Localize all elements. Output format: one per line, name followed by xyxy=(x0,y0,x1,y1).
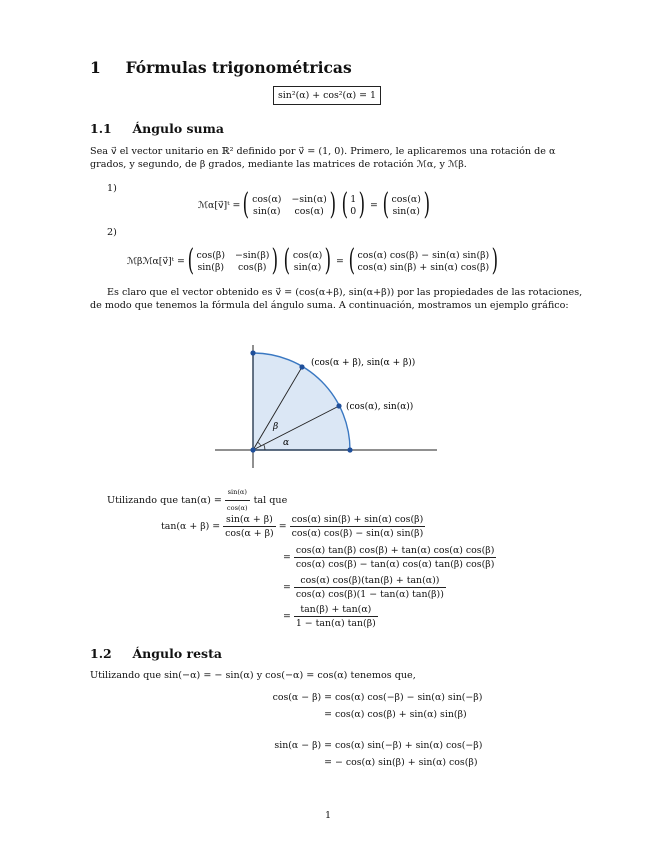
vector-cell: cos(α) xyxy=(292,249,323,261)
fraction-denominator: 1 − tan(α) tan(β) xyxy=(295,618,376,629)
label-alpha-point: (cos(α), sin(α)) xyxy=(346,402,414,412)
point-0-1 xyxy=(250,350,255,355)
label-beta: β xyxy=(273,422,279,432)
point-alpha xyxy=(336,403,341,408)
vector-cell: 0 xyxy=(350,205,357,217)
tan-intro-suffix: tal que xyxy=(253,495,288,506)
tan-sum-lhs: tan(α + β) = xyxy=(161,521,221,532)
fraction-denominator: cos(α + β) xyxy=(225,528,274,539)
fraction-numerator: tan(β) + tan(α) xyxy=(294,604,378,617)
claim-line-1: Es claro que el vector obtenido es v⃗ = (cos(α+β), sin(α+β)) por las propiedades de las rotaciones, xyxy=(107,287,583,298)
label-alpha: α xyxy=(283,438,290,448)
section-number: 1 xyxy=(90,58,101,77)
vector-cell: cos(α) cos(β) − sin(α) sin(β) xyxy=(357,249,490,261)
step-2-label: 2) xyxy=(107,227,117,238)
equals-sign: = xyxy=(283,552,291,563)
fraction-numerator: cos(α) tan(β) cos(β) + tan(α) cos(α) cos(β) xyxy=(295,545,495,556)
cos-diff-lhs-2: = xyxy=(324,709,332,720)
intro-line-1: Sea v⃗ el vector unitario en ℝ² definido por v⃗ = (1, 0). Primero, le aplicaremos una rotación de α xyxy=(90,146,556,157)
fraction-denominator: cos(α) cos(β)(1 − tan(α) tan(β)) xyxy=(295,589,444,600)
vector-cell: sin(α) xyxy=(293,261,322,273)
page-number: 1 xyxy=(325,810,332,821)
left-paren: ( xyxy=(341,187,348,222)
matrix-cell: sin(β) xyxy=(197,261,225,273)
section-heading xyxy=(90,58,352,77)
claim-line-2: de modo que tenemos la fórmula del ángulo suma. A continuación, mostramos un ejemplo gráfico: xyxy=(90,300,569,311)
matrix-cell: cos(α) xyxy=(252,193,282,205)
step-1-label: 1) xyxy=(107,183,117,194)
tan-intro-prefix: Utilizando que tan(α) = xyxy=(107,495,222,506)
equals-sign: = xyxy=(369,199,378,211)
tan-intro xyxy=(107,486,287,515)
intro-line-2: grados, y segundo, de β grados, mediante las matrices de rotación ℳα, y ℳβ. xyxy=(90,159,467,170)
subsection-heading-resta xyxy=(90,646,222,661)
fraction-denominator: cos(α) xyxy=(226,504,248,512)
result-vector xyxy=(358,250,490,273)
step-1-equation xyxy=(198,187,433,222)
tan-derivation-line-2 xyxy=(283,545,496,570)
tan-fraction xyxy=(225,486,250,515)
cos-diff-rhs-1: cos(α) cos(−β) − sin(α) sin(−β) xyxy=(335,692,483,703)
sin-diff-lhs-1: sin(α − β) = xyxy=(274,740,332,751)
identity-box xyxy=(273,86,381,105)
right-paren: ) xyxy=(329,187,336,222)
right-paren: ) xyxy=(491,243,499,278)
unit-circle-figure xyxy=(215,320,445,470)
matrix-cell: cos(α) xyxy=(294,205,324,217)
vector-v xyxy=(350,194,356,217)
tan-derivation-line-1 xyxy=(161,514,425,539)
result-vector xyxy=(392,194,421,217)
equals-sign: = xyxy=(278,521,287,532)
fraction-numerator: cos(α) cos(β)(tan(β) + tan(α)) xyxy=(294,575,446,588)
matrix-cell: cos(β) xyxy=(196,249,225,261)
left-paren: ( xyxy=(382,187,389,222)
fraction xyxy=(294,575,446,600)
step-2-lhs: ℳβℳα[v⃗]ᵗ = xyxy=(127,255,185,267)
subsection-number: 1.2 xyxy=(90,646,112,661)
sin-diff-lhs-2: = xyxy=(324,757,332,768)
step-1-lhs: ℳα[v⃗]ᵗ = xyxy=(198,199,241,211)
fraction xyxy=(294,604,378,629)
point-alpha-plus-beta xyxy=(299,364,304,369)
vector-cell: cos(α) xyxy=(391,193,421,205)
step-2-equation xyxy=(127,243,501,278)
matrix-cell: −sin(α) xyxy=(291,193,327,205)
vector-cell: 1 xyxy=(350,193,357,205)
matrix-cell: cos(β) xyxy=(237,261,267,273)
left-paren: ( xyxy=(348,243,355,278)
resta-intro: Utilizando que sin(−α) = − sin(α) y cos(−α) = cos(α) tenemos que, xyxy=(90,670,416,681)
fraction xyxy=(290,514,426,539)
tan-derivation-line-3 xyxy=(283,575,446,600)
equals-sign: = xyxy=(335,255,344,267)
subsection-title: Ángulo resta xyxy=(132,646,222,661)
fraction xyxy=(294,545,497,570)
rotation-matrix-beta xyxy=(197,250,270,273)
equals-sign: = xyxy=(283,582,291,593)
right-paren: ) xyxy=(358,187,366,222)
left-paren: ( xyxy=(283,243,291,278)
rotation-matrix-alpha xyxy=(252,194,327,217)
left-paren: ( xyxy=(187,243,194,278)
sin-diff-rhs-1: cos(α) sin(−β) + sin(α) cos(−β) xyxy=(335,740,483,751)
vector-cell: cos(α) sin(β) + sin(α) cos(β) xyxy=(357,261,490,273)
fraction-denominator: cos(α) cos(β) − tan(α) cos(α) tan(β) cos(β) xyxy=(295,559,495,570)
vector-cell: sin(α) xyxy=(392,205,420,217)
right-paren: ) xyxy=(324,243,332,278)
subsection-title: Ángulo suma xyxy=(132,121,224,136)
fraction-numerator: sin(α) xyxy=(225,486,250,501)
point-1-0 xyxy=(347,447,352,452)
tan-derivation-line-4 xyxy=(283,604,378,629)
origin-point xyxy=(250,447,255,452)
cos-diff-rhs-2: cos(α) cos(β) + sin(α) sin(β) xyxy=(335,709,467,720)
matrix-cell: −sin(β) xyxy=(234,249,270,261)
matrix-cell: sin(α) xyxy=(253,205,281,217)
fraction-numerator: sin(α + β) xyxy=(223,514,276,527)
right-paren: ) xyxy=(423,187,430,222)
vector-alpha xyxy=(293,250,322,273)
left-paren: ( xyxy=(243,187,250,222)
subsection-number: 1.1 xyxy=(90,121,112,136)
subsection-heading-suma xyxy=(90,121,224,136)
cos-diff-lhs-1: cos(α − β) = xyxy=(272,692,332,703)
fraction xyxy=(223,514,276,539)
sin-diff-rhs-2: − cos(α) sin(β) + sin(α) cos(β) xyxy=(335,757,478,768)
right-paren: ) xyxy=(272,243,279,278)
fraction-denominator: cos(α) cos(β) − sin(α) sin(β) xyxy=(291,528,424,539)
identity-formula: sin²(α) + cos²(α) = 1 xyxy=(278,90,376,101)
fraction-numerator: cos(α) sin(β) + sin(α) cos(β) xyxy=(291,514,424,525)
label-alpha-plus-beta: (cos(α + β), sin(α + β)) xyxy=(311,358,416,368)
section-title: Fórmulas trigonométricas xyxy=(125,58,352,77)
equals-sign: = xyxy=(283,611,291,622)
